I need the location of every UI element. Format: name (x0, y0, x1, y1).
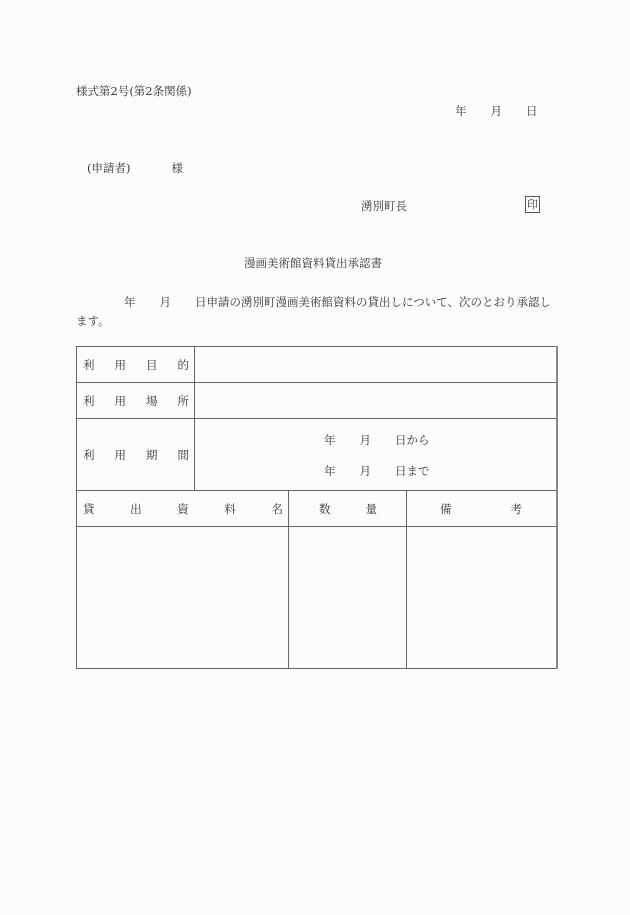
body-year: 年 (124, 295, 136, 309)
label-location: 利 用 場 所 (83, 394, 189, 408)
header-quantity: 数 量 (319, 502, 377, 516)
period-to: 年 月 日まで (324, 464, 430, 478)
issuer-title: 湧別町長 (361, 199, 407, 213)
approval-table (76, 346, 557, 669)
label-purpose: 利 用 目 的 (83, 358, 189, 372)
location-field[interactable] (195, 383, 555, 418)
body-text (76, 293, 562, 331)
date-year: 年 (455, 104, 467, 118)
header-remarks: 備 考 (440, 502, 522, 516)
seal-mark: 印 (527, 198, 538, 211)
label-period: 利 用 期 間 (83, 448, 189, 462)
body-month: 月 (159, 295, 171, 309)
addressee (87, 161, 183, 175)
period-from: 年 月 日から (324, 433, 430, 447)
header-item-name: 貸 出 資 料 名 (83, 502, 283, 516)
purpose-field[interactable] (195, 347, 555, 382)
remarks-field[interactable] (407, 527, 556, 668)
body-sentence: 日申請の湧別町漫画美術館資料の貸出しについて、次のとおり承認します。 (76, 295, 552, 328)
quantity-field[interactable] (289, 527, 406, 668)
form-number: 様式第2号(第2条関係) (76, 84, 192, 98)
item-name-field[interactable] (77, 527, 288, 668)
date-day: 日 (526, 104, 538, 118)
document-title: 漫画美術館資料貸出承認書 (244, 256, 382, 270)
honorific: 様 (171, 161, 183, 175)
date-month: 月 (490, 104, 502, 118)
issue-date (455, 104, 538, 118)
applicant-label: (申請者) (87, 161, 131, 175)
